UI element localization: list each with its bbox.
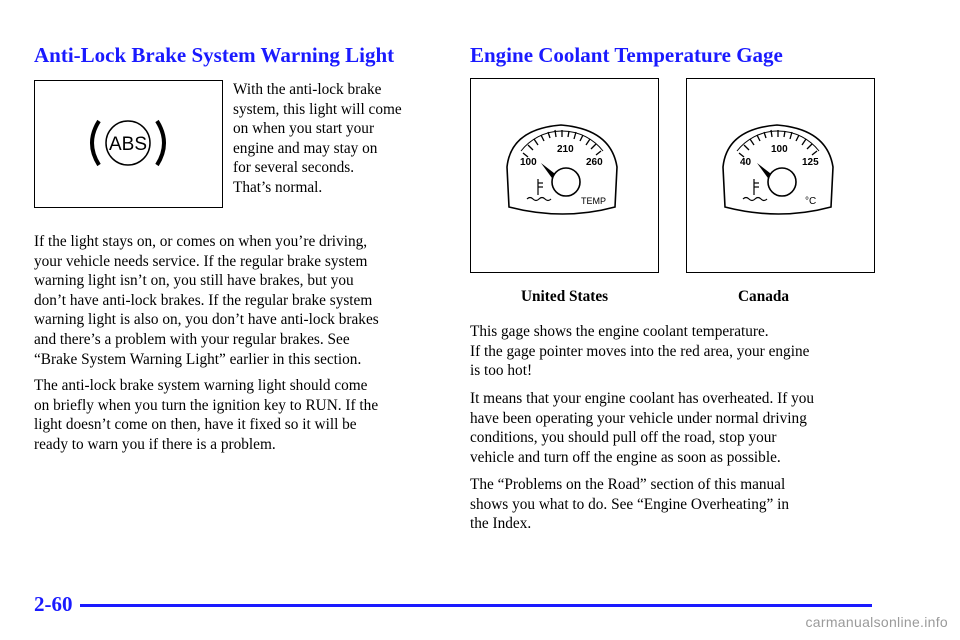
coolant-paragraph-1 <box>470 322 809 381</box>
abs-intro <box>233 80 402 198</box>
gauge-us-high-label: 260 <box>586 157 603 168</box>
text-line: warning light is also on, you don’t have anti-lock brakes <box>34 311 379 329</box>
abs-paragraph-2 <box>34 376 378 454</box>
text-line: shows you what to do. See “Engine Overheating” in <box>470 495 790 513</box>
text-line: and there’s a problem with your regular brakes. See <box>34 330 350 348</box>
text-line: is too hot! <box>470 362 533 380</box>
gauge-us-low-label: 100 <box>520 157 537 168</box>
footer-rule <box>80 604 872 607</box>
temperature-gauge-canada-icon <box>687 79 873 271</box>
text-line: warning light isn’t on, you still have brakes, but you <box>34 272 354 290</box>
coolant-paragraph-2 <box>470 389 814 467</box>
gauge-canada-mid-label: 100 <box>771 144 788 155</box>
gauge-us-mid-label: 210 <box>557 144 574 155</box>
temperature-gauge-us-icon <box>471 79 657 271</box>
text-line: If the gage pointer moves into the red area, your engine <box>470 342 810 360</box>
abs-intro-line: That’s normal. <box>233 178 323 196</box>
gauge-us-unit: TEMP <box>581 196 607 206</box>
coolant-heading: Engine Coolant Temperature Gage <box>470 43 783 67</box>
abs-intro-line: system, this light will come <box>233 100 402 118</box>
text-line: The anti-lock brake system warning light should come <box>34 377 368 394</box>
text-line: vehicle and turn off the engine as soon as possible. <box>470 448 781 466</box>
abs-icon-text: ABS <box>108 134 148 155</box>
text-line: on briefly when you turn the ignition key to RUN. If the <box>34 396 379 414</box>
abs-heading: Anti-Lock Brake System Warning Light <box>34 43 395 67</box>
page-number: 2-60 <box>34 592 73 616</box>
coolant-paragraph-3 <box>470 475 789 534</box>
abs-warning-icon <box>35 81 221 206</box>
gauge-us-caption: United States <box>521 288 609 305</box>
text-line: the Index. <box>470 515 532 533</box>
abs-figure <box>34 80 223 208</box>
gauge-canada-unit: °C <box>805 196 817 207</box>
text-line: your vehicle needs service. If the regular brake system <box>34 252 368 270</box>
gauge-canada-high-label: 125 <box>802 157 819 168</box>
gauge-canada-caption: Canada <box>738 288 790 305</box>
text-line: “Brake System Warning Light” earlier in this section. <box>34 350 362 368</box>
text-line: ready to warn you if there is a problem. <box>34 435 276 453</box>
text-line: The “Problems on the Road” section of this manual <box>470 476 786 493</box>
gauge-canada-low-label: 40 <box>740 157 752 168</box>
text-line: This gage shows the engine coolant temperature. <box>470 323 769 340</box>
gauge-canada-figure <box>686 78 875 273</box>
footer-watermark: carmanualsonline.info <box>805 614 948 630</box>
text-line: It means that your engine coolant has overheated. If you <box>470 390 815 407</box>
text-line: light doesn’t come on then, have it fixed so it will be <box>34 416 357 434</box>
text-line: If the light stays on, or comes on when you’re driving, <box>34 233 368 250</box>
text-line: don’t have anti-lock brakes. If the regular brake system <box>34 291 373 309</box>
abs-intro-line: engine and may stay on <box>233 139 378 157</box>
text-line: conditions, you should pull off the road, stop your <box>470 429 777 447</box>
gauge-us-figure <box>470 78 659 273</box>
abs-intro-line: for several seconds. <box>233 159 355 177</box>
abs-intro-line: With the anti-lock brake <box>233 81 382 98</box>
abs-intro-line: on when you start your <box>233 120 375 138</box>
text-line: have been operating your vehicle under normal driving <box>470 409 807 427</box>
abs-paragraph-1 <box>34 232 379 369</box>
